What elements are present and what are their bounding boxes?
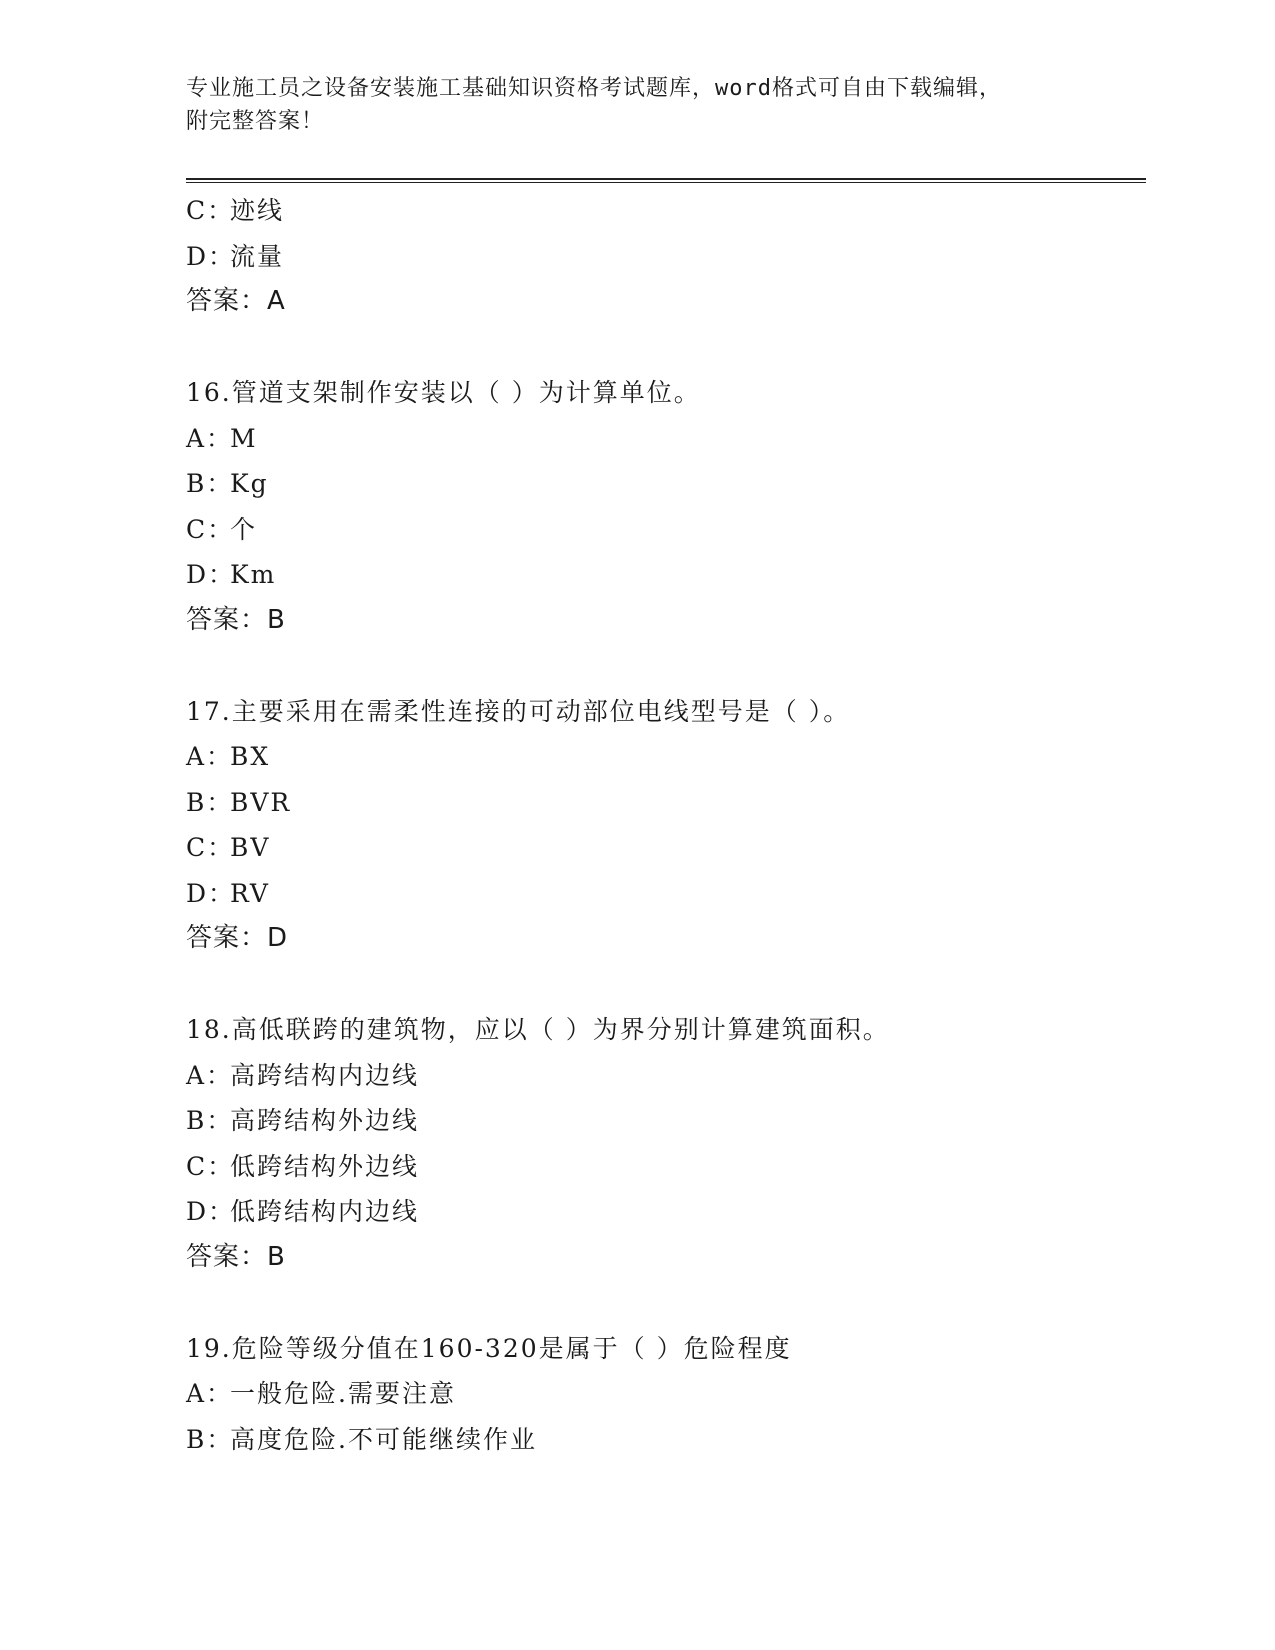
option-label: C：: [186, 196, 235, 225]
option-text: 低跨结构内边线: [230, 1197, 420, 1226]
option-d: [186, 234, 1146, 280]
option-b: [186, 1417, 1146, 1463]
option-text: Km: [230, 560, 277, 589]
spacer: [186, 325, 1146, 371]
question-list: [186, 188, 1146, 1462]
spacer: [186, 643, 1146, 689]
option-c: [186, 825, 1146, 871]
option-label: B：: [186, 1106, 234, 1135]
option-label: C：: [186, 514, 235, 544]
option-label: B：: [186, 787, 234, 817]
option-label: C：: [186, 833, 235, 862]
option-text: RV: [230, 878, 270, 908]
option-text: 高跨结构外边线: [230, 1106, 420, 1135]
option-label: A：: [186, 1060, 234, 1090]
question-stem: 19.危险等级分值在160-320是属于（ ）危险程度: [186, 1333, 792, 1363]
answer: 答案：A: [186, 286, 286, 316]
option-label: A：: [186, 742, 234, 771]
option-text: BV: [230, 833, 271, 862]
option-c: [186, 1144, 1146, 1190]
spacer: [186, 1280, 1146, 1326]
option-c: [186, 507, 1146, 553]
answer: 答案：D: [186, 923, 289, 953]
spacer: [186, 962, 1146, 1008]
option-b: [186, 780, 1146, 826]
header-rule-thick: [186, 178, 1146, 180]
option-label: B：: [186, 1424, 234, 1454]
answer: 答案：B: [186, 1241, 286, 1272]
option-text: 高度危险.不可能继续作业: [230, 1424, 537, 1454]
header-line-2: 附完整答案！: [186, 109, 325, 134]
option-text: Kg: [230, 469, 269, 498]
question-19: [186, 1326, 1146, 1463]
option-text: BVR: [230, 787, 292, 817]
option-label: B：: [186, 469, 234, 498]
option-text: 低跨结构外边线: [230, 1151, 420, 1181]
document-header: [186, 72, 1086, 138]
option-a: [186, 734, 1146, 780]
option-text: 高跨结构内边线: [230, 1060, 420, 1090]
option-label: A：: [186, 423, 234, 453]
option-label: D：: [186, 1197, 236, 1226]
option-b: [186, 1098, 1146, 1144]
option-text: M: [230, 423, 258, 453]
question-stem: 18.高低联跨的建筑物，应以（ ）为界分别计算建筑面积。: [186, 1015, 890, 1044]
header-line-1: 专业施工员之设备安装施工基础知识资格考试题库，word格式可自由下载编辑，: [186, 76, 1002, 101]
option-label: D：: [186, 560, 236, 589]
question-16: [186, 370, 1146, 643]
option-label: D：: [186, 878, 236, 908]
prev-question-tail: [186, 188, 1146, 325]
option-b: [186, 461, 1146, 507]
header-rule-thin: [186, 182, 1146, 183]
option-label: A：: [186, 1379, 234, 1408]
option-a: [186, 1371, 1146, 1417]
question-17: [186, 689, 1146, 962]
option-label: D：: [186, 241, 236, 271]
option-c: [186, 188, 1146, 234]
option-d: [186, 552, 1146, 598]
answer: 答案：B: [186, 604, 286, 635]
option-label: C：: [186, 1151, 235, 1181]
question-18: [186, 1007, 1146, 1280]
option-text: 一般危险.需要注意: [230, 1379, 456, 1408]
question-stem: 16.管道支架制作安装以（ ）为计算单位。: [186, 378, 701, 407]
question-stem: 17.主要采用在需柔性连接的可动部位电线型号是（ ）。: [186, 696, 851, 726]
option-a: [186, 1053, 1146, 1099]
option-d: [186, 871, 1146, 917]
option-d: [186, 1189, 1146, 1235]
option-text: BX: [230, 742, 271, 771]
option-a: [186, 416, 1146, 462]
option-text: 流量: [230, 241, 285, 271]
option-text: 个: [230, 514, 258, 544]
option-text: 迹线: [230, 196, 285, 225]
